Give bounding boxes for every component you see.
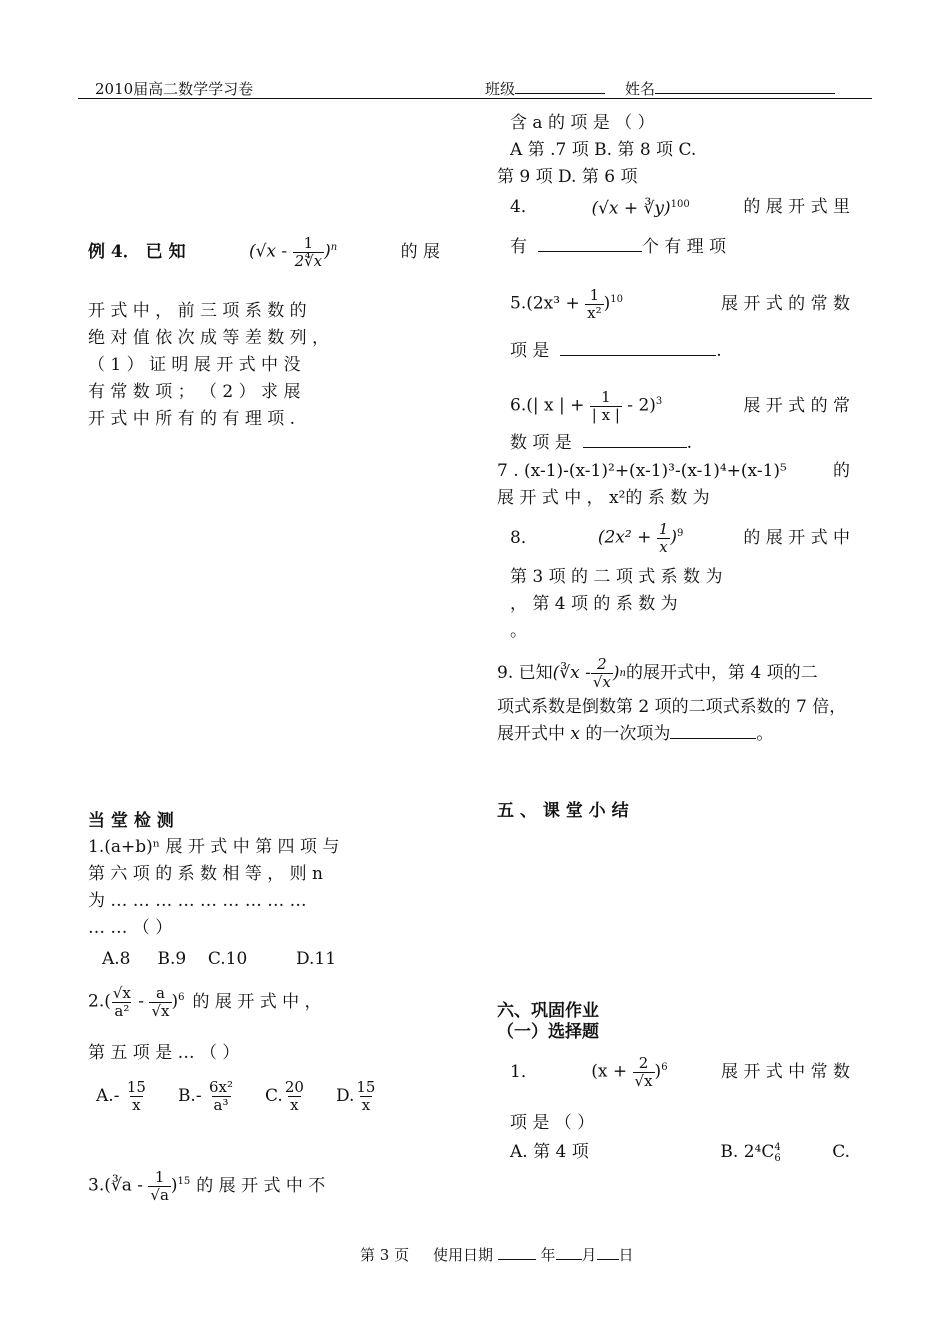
header-rule xyxy=(78,98,872,99)
check-section-title: 当 堂 检 测 xyxy=(88,811,174,831)
question-7: 7 . (x-1)-(x-1)²+(x-1)³-(x-1)⁴+(x-1)⁵ 的 展 开 式 中 ， x²的 系 数 为 xyxy=(497,461,850,508)
homework-question-1-options: A. 第 4 项 B. 2⁴C 4 6 C. xyxy=(510,1141,850,1164)
question-4-blank xyxy=(538,251,642,252)
summary-section-title: 五 、 课 堂 小 结 xyxy=(497,801,629,821)
question-3-options-line2: 第 9 项 D. 第 6 项 xyxy=(497,167,638,187)
question-2: 2.( $\frac{√x}{\text{a²}}$ - $\frac{a}{√x}$ )$^6$ 的 展 开 式 中 ， 第 五 项 是 … （ ） A.- $\frac{15}{x}$ B.- $\frac{\text{6x²}}{\text{a³}}$ C. $\frac{20}{x}$ D. $\frac{15}{x}$ xyxy=(88,982,440,1114)
name-label: 姓名 xyxy=(625,80,656,98)
question-3-options-line1: A 第 .7 项 B. 第 8 项 C. xyxy=(510,140,697,160)
example-4 xyxy=(88,232,440,272)
question-3: 3.(∛a - $\frac{1}{√a}$ )$^{15}$ 的 展 开 式 中 不 xyxy=(88,1167,326,1204)
example-4-tail: 的 展 xyxy=(400,241,440,262)
question-6-blank xyxy=(583,447,687,448)
question-6: 6.(| x | + $\frac{1}{| x |}$ - 2)$^3$ 展 开 式 的 常 数 项 是 . xyxy=(510,387,850,453)
question-1: 1.(a+b)ⁿ 展 开 式 中 第 四 项 与 第 六 项 的 系 数 相 等 ， 则 n 为 … … … … … … … … … … … （ ） A.8 B.9 C.10 D.11 xyxy=(88,834,440,973)
example-4-lead: 例 4． 已 知 xyxy=(88,241,186,262)
class-field xyxy=(485,78,605,99)
question-9-blank xyxy=(670,738,756,739)
question-8: 8． (2x² + $\frac{1}{x}$ )$^9$ 的 展 开 式 中 第 3 项 的 二 项 式 系 数 为 ， 第 4 项 的 系 数 为 。 xyxy=(510,519,850,641)
header-title: 2010届高二数学学习卷 xyxy=(95,80,254,98)
question-1-options: A.8 B.9 C.10 D.11 xyxy=(102,949,337,969)
example-4-expr: (√x - $\frac{1}{2∜x}$ )$^n$ xyxy=(248,233,338,270)
question-9: 9. 已知 (∛x - $\frac{2}{√x}$ ) n 的展开式中，第 4 项的二 项式系数是倒数第 2 项的二项式系数的 7 倍， 展开式中 x 的一次项为 。 xyxy=(497,654,847,744)
class-label: 班级 xyxy=(485,80,516,98)
page-number: 第 3 页 xyxy=(360,1246,410,1264)
homework-question-1: 1． (x + $\frac{2}{√x}$ )$^6$ 展 开 式 中 常 数 项 是 （ ） A. 第 4 项 B. 2⁴C 4 6 C. xyxy=(510,1050,850,1166)
name-field xyxy=(625,78,835,99)
homework-subtitle: （一）选择题 xyxy=(497,1022,599,1042)
homework-section-title: 六、巩固作业 xyxy=(497,1001,599,1021)
question-4: 4． (√x + ∛y)$^{100}$ 的 展 开 式 里 有 个 有 理 项 xyxy=(510,196,850,257)
class-blank xyxy=(515,93,605,94)
example-4-body: 开 式 中 ， 前 三 项 系 数 的 绝 对 值 依 次 成 等 差 数 列 ， （ 1 ） 证 明 展 开 式 中 没 有 常 数 项 ； （ 2 ） 求 展 开 式 中 所 有 的 有 理 项 . xyxy=(88,301,330,429)
page-footer: 第 3 页 使用日期 年 月 日 xyxy=(360,1246,634,1264)
question-5: 5.(2x³ + $\frac{1}{\text{x²}}$ )$^{10}$ 展 开 式 的 常 数 项 是 . xyxy=(510,285,850,361)
date-label: 使用日期 xyxy=(432,1246,493,1264)
name-blank xyxy=(655,93,835,94)
question-3-continued: 含 a 的 项 是 （ ） xyxy=(510,113,655,133)
question-5-blank xyxy=(560,355,716,356)
question-2-options: A.- $\frac{15}{x}$ B.- $\frac{\text{6x²}}{\text{a³}}$ C. $\frac{20}{x}$ D. $\frac{15}{x}$ xyxy=(96,1078,376,1114)
